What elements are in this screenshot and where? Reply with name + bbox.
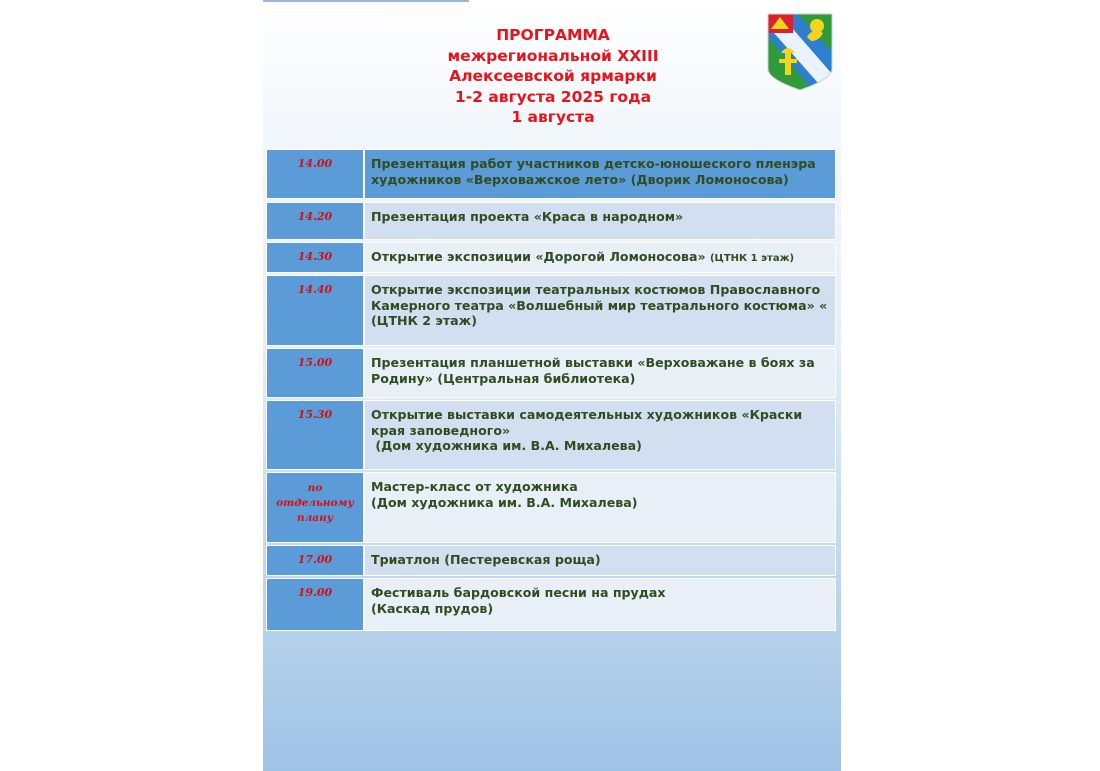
event-description bbox=[365, 579, 835, 630]
schedule-row bbox=[266, 578, 836, 631]
event-time: 14.40 bbox=[267, 276, 365, 345]
event-time: 17.00 bbox=[267, 546, 365, 575]
event-description: Триатлон (Пестеревская роща) bbox=[371, 552, 601, 567]
event-location: (Каскад прудов) bbox=[371, 600, 494, 616]
title-line-1: ПРОГРАММА bbox=[496, 26, 610, 44]
top-divider bbox=[263, 0, 469, 2]
event-description bbox=[365, 243, 835, 272]
event-time: 14.30 bbox=[267, 243, 365, 272]
event-time: 15.00 bbox=[267, 349, 365, 397]
title-line-3: Алексеевской ярмарки bbox=[449, 67, 657, 85]
schedule-row bbox=[266, 275, 836, 346]
title-line-4: 1-2 августа 2025 года bbox=[454, 87, 652, 106]
title-line-5: 1 августа bbox=[511, 108, 595, 126]
program-page bbox=[263, 0, 841, 771]
event-time: 14.20 bbox=[267, 203, 365, 239]
schedule-row bbox=[266, 472, 836, 543]
event-time: 15.30 bbox=[267, 401, 365, 469]
event-text: Открытие выставки самодеятельных художников «Краски края заповедного» bbox=[371, 407, 803, 438]
event-description: Презентация планшетной выставки «Верховажане в боях за Родину» (Центральная библиотека) bbox=[371, 355, 815, 386]
event-text: Открытие экспозиции «Дорогой Ломоносова» bbox=[371, 249, 706, 264]
event-time: 14.00 bbox=[267, 150, 365, 198]
schedule-row bbox=[266, 400, 836, 470]
schedule-table bbox=[266, 149, 836, 633]
schedule-row bbox=[266, 348, 836, 398]
schedule-row bbox=[266, 149, 836, 199]
event-description: Презентация проекта «Краса в народном» bbox=[371, 209, 684, 224]
program-title bbox=[393, 25, 713, 128]
event-time-line: плану bbox=[296, 512, 334, 524]
event-location-note: (ЦТНК 1 этаж) bbox=[709, 253, 795, 264]
event-time bbox=[267, 473, 365, 542]
event-time-line: отдельному bbox=[276, 497, 354, 509]
title-line-2: межрегиональной XXIII bbox=[447, 46, 659, 65]
coat-of-arms-icon bbox=[767, 13, 833, 91]
event-time-line: по bbox=[307, 482, 323, 494]
event-time: 19.00 bbox=[267, 579, 365, 630]
event-location: (Дом художника им. В.А. Михалева) bbox=[371, 494, 638, 510]
schedule-row bbox=[266, 202, 836, 240]
event-location: (Дом художника им. В.А. Михалева) bbox=[371, 438, 642, 453]
schedule-row bbox=[266, 545, 836, 576]
event-description: Презентация работ участников детско-юношеского пленэра художников «Верховажское лето» (Дворик Ломоносова) bbox=[371, 156, 816, 187]
event-description bbox=[365, 401, 835, 469]
event-description bbox=[365, 473, 835, 542]
event-text: Фестиваль бардовской песни на прудах bbox=[371, 585, 666, 600]
event-text: Мастер-класс от художника bbox=[371, 479, 578, 494]
event-description: Открытие экспозиции театральных костюмов Православного Камерного театра «Волшебный мир театрального костюма» « (ЦТНК 2 этаж) bbox=[371, 282, 828, 328]
schedule-row bbox=[266, 242, 836, 273]
